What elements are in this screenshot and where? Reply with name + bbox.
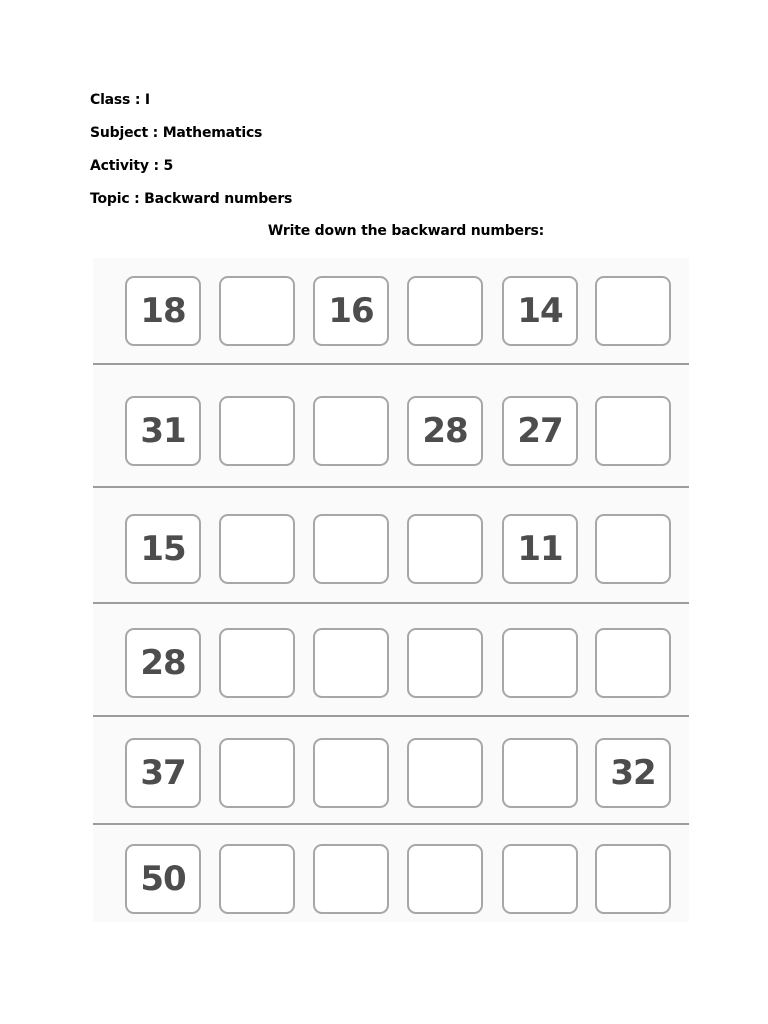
answer-box[interactable] [219,738,295,808]
answer-box[interactable] [595,396,671,466]
number-box: 27 [502,396,578,466]
answer-box[interactable] [595,276,671,346]
answer-box[interactable] [313,396,389,466]
row-divider [93,823,689,825]
worksheet-row [93,610,689,720]
instruction-text: Write down the backward numbers: [267,223,545,239]
worksheet-row [93,496,689,606]
number-box: 32 [595,738,671,808]
answer-box[interactable] [407,276,483,346]
number-box: 31 [125,396,201,466]
answer-box[interactable] [502,738,578,808]
number-box: 28 [125,628,201,698]
answer-box[interactable] [313,844,389,914]
answer-box[interactable] [407,844,483,914]
row-divider [93,602,689,604]
subject-label: Subject : Mathematics [90,125,263,141]
answer-box[interactable] [219,396,295,466]
answer-box[interactable] [313,738,389,808]
answer-box[interactable] [219,844,295,914]
number-box: 15 [125,514,201,584]
answer-box[interactable] [407,628,483,698]
worksheet-row [93,378,689,488]
answer-box[interactable] [313,628,389,698]
row-divider [93,715,689,717]
answer-box[interactable] [313,514,389,584]
worksheet-row [93,826,689,936]
answer-box[interactable] [595,514,671,584]
number-box: 11 [502,514,578,584]
worksheet-row [93,258,689,368]
answer-box[interactable] [407,514,483,584]
answer-box[interactable] [502,628,578,698]
row-divider [93,363,689,365]
worksheet-row [93,720,689,830]
topic-label: Topic : Backward numbers [90,191,293,207]
activity-label: Activity : 5 [90,158,174,174]
answer-box[interactable] [407,738,483,808]
answer-box[interactable] [595,844,671,914]
number-box: 18 [125,276,201,346]
answer-box[interactable] [219,628,295,698]
row-divider [93,486,689,488]
number-box: 16 [313,276,389,346]
answer-box[interactable] [219,276,295,346]
answer-box[interactable] [219,514,295,584]
answer-box[interactable] [595,628,671,698]
answer-box[interactable] [502,844,578,914]
number-box: 14 [502,276,578,346]
number-box: 37 [125,738,201,808]
class-label: Class : I [90,92,150,108]
number-box: 50 [125,844,201,914]
number-worksheet [93,258,689,922]
number-box: 28 [407,396,483,466]
